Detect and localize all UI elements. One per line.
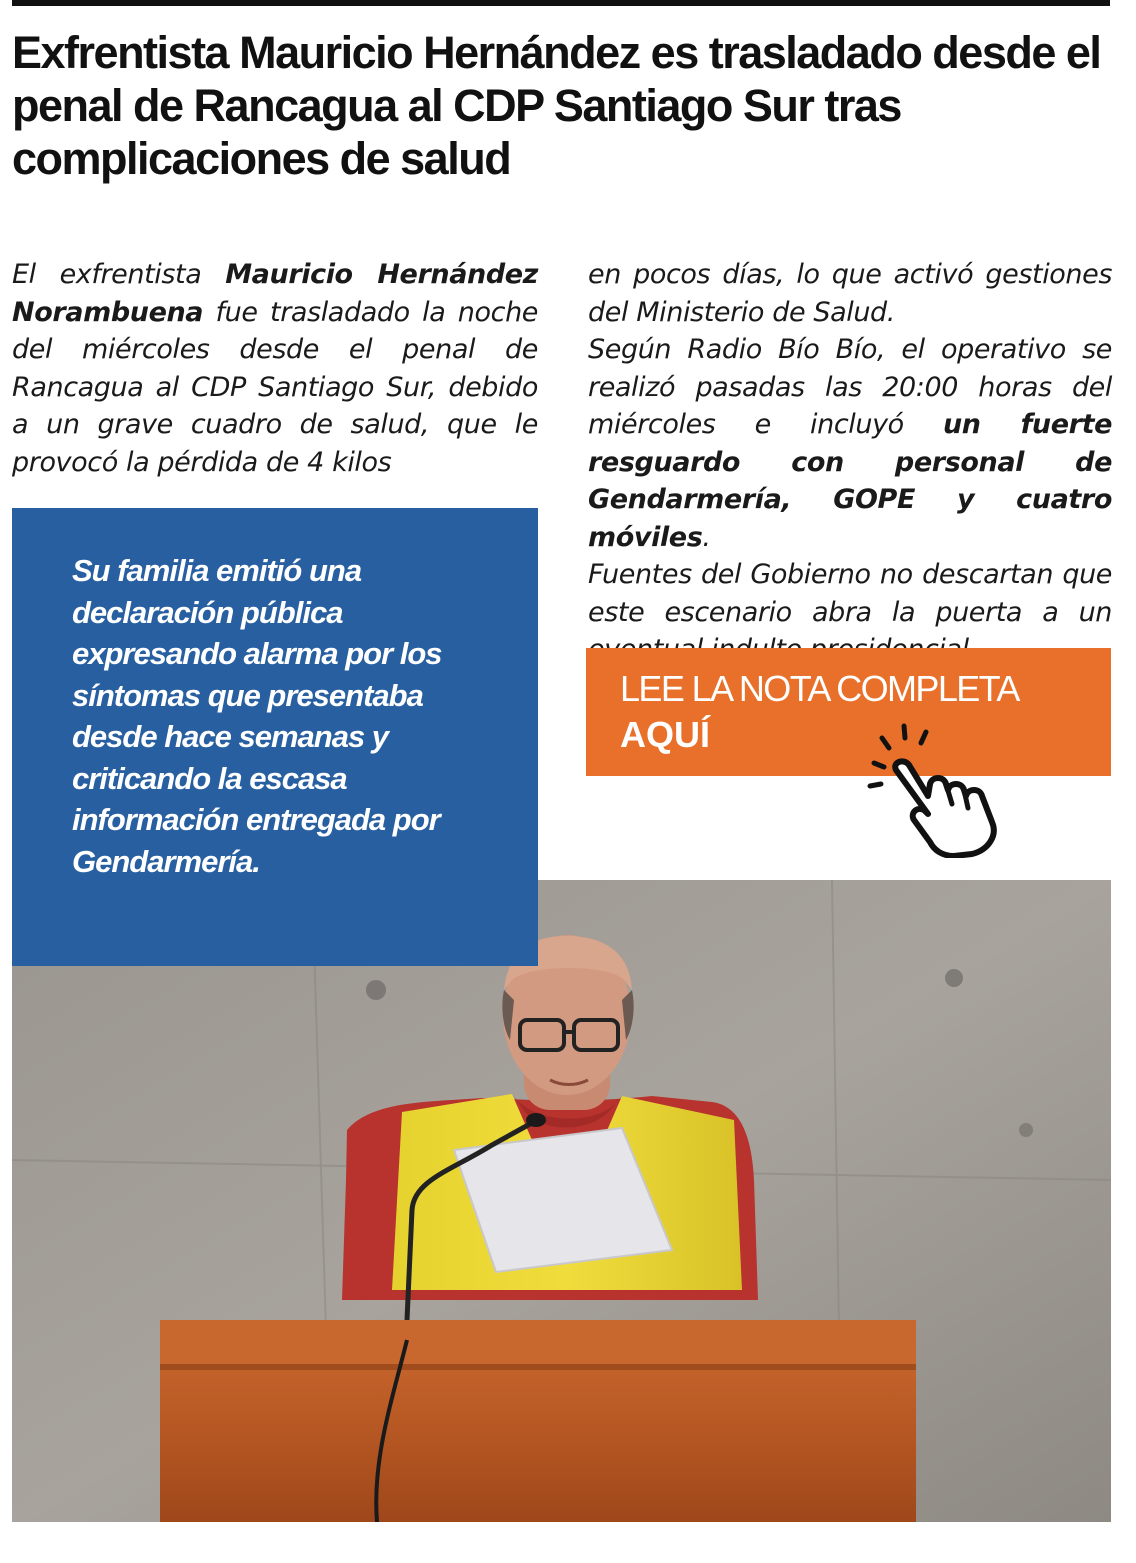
article-photo [12,880,1111,1522]
pullquote-text: Su familia emitió una declaración pública expresando alarma por los síntomas que presentaba desde hace semanas y criticando la escasa información entregada por Gendarmería. [72,553,442,879]
cta-label: LEE LA NOTA COMPLETA [620,668,1019,709]
person-name: Mauricio Hernández Norambuena [12,259,538,328]
headline: Exfrentista Mauricio Hernández es trasladado desde el penal de Rancagua al CDP Santiago Sur tras complicaciones de salud [12,27,1101,184]
body-column-left [12,256,538,481]
pullquote-box [12,508,538,966]
read-full-note-button[interactable] [586,648,1111,776]
cta-here-label: AQUÍ [620,714,710,755]
body-paragraph-3: Fuentes del Gobierno no descartan que este escenario abra la puerta a un [588,559,1112,628]
body-emphasis: un fuerte resguardo con personal de Gendarmería, GOPE y cuatro móviles [588,409,1112,553]
body-paragraph-1-continued: en pocos días, lo que activó gestiones del Ministerio de Salud. [588,259,1112,328]
top-rule [12,0,1110,6]
body-paragraph-2: Según Radio Bío Bío, el operativo se realizó pasadas las 20:00 horas del miércoles e incluyó un fuerte resguardo con personal de Gendarmería, GOPE y cuatro móviles. [588,334,1112,553]
pointing-hand-icon[interactable] [856,718,1016,858]
body-paragraph-1: El exfrentista Mauricio Hernández Norambuena fue trasladado la noche del miércoles desde el penal de Rancagua al CDP Santiago Sur, debido a un grave cuadro de salud, que le provocó la pérdida de 4 kilos [12,259,538,478]
body-column-right [588,256,1112,669]
